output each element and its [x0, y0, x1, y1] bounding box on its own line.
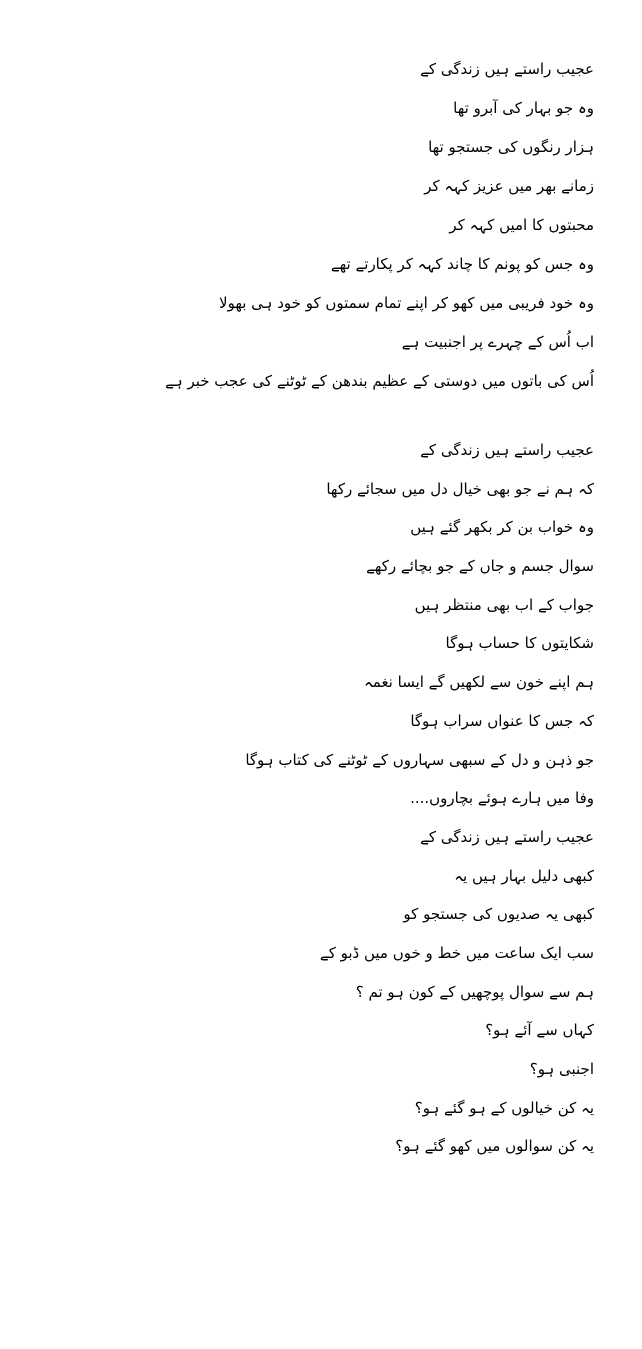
poem-line: یہ کن سوالوں میں کھو گئے ہو؟	[395, 1137, 594, 1156]
poem-line: سب ایک ساعت میں خط و خوں میں ڈبو کے	[319, 943, 594, 962]
poem	[0, 50, 594, 1166]
poem-line: ہم سے سوال پوچھیں کے کون ہو تم ؟	[355, 982, 594, 1001]
poem-line: زمانے بھر میں عزیز کہہ کر	[424, 177, 594, 195]
poem-line: وہ خواب بن کر بکھر گئے ہیں	[410, 518, 594, 537]
stanza-gap	[0, 401, 594, 431]
poem-line: کہ جس کا عنواں سراب ہوگا	[410, 711, 594, 730]
poem-line: یہ کن خیالوں کے ہو گئے ہو؟	[414, 1098, 594, 1117]
poem-line: کہاں سے آئے ہو؟	[485, 1021, 594, 1040]
poem-line: عجیب راستے ہیں زندگی کے	[420, 60, 594, 78]
poem-line: وہ خود فریبی میں کھو کر اپنے تمام سمتوں کو خود ہی بھولا	[219, 294, 594, 312]
poem-line: ہم اپنے خون سے لکھیں گے ایسا نغمہ	[363, 673, 594, 692]
poem-line: جواب کے اب بھی منتظر ہیں	[414, 595, 594, 614]
poem-line: کبھی یہ صدیوں کی جستجو کو	[403, 905, 594, 924]
poem-line: اجنبی ہو؟	[529, 1060, 594, 1078]
poem-line: کبھی دلیل بہار ہیں یہ	[454, 866, 594, 885]
poem-line: جو ذہن و دل کے سبھی سہاروں کے ٹوٹنے کی کتاب ہوگا	[245, 750, 594, 769]
poem-line: اُس کی باتوں میں دوستی کے عظیم بندھن کے ٹوٹنے کی عجب خبر ہے	[165, 372, 594, 390]
poem-line: محبتوں کا امیں کہہ کر	[449, 216, 594, 234]
poem-line: وہ جس کو پونم کا چاند کہہ کر پکارتے تھے	[330, 255, 594, 273]
poem-line: اب اُس کے چہرے پر اجنبیت ہے	[401, 333, 594, 351]
poem-line: عجیب راستے ہیں زندگی کے	[420, 827, 594, 846]
poem-line: کہ ہم نے جو بھی خیال دل میں سجائے رکھا	[326, 479, 594, 498]
poem-line: عجیب راستے ہیں زندگی کے	[420, 441, 594, 459]
poem-line: شکایتوں کا حساب ہوگا	[445, 634, 594, 653]
stanza-1	[0, 50, 594, 401]
poem-line: سوال جسم و جاں کے جو بچائے رکھے	[366, 557, 594, 576]
stanza-2	[0, 431, 594, 1166]
poem-line: وہ جو بہار کی آبرو تھا	[453, 99, 594, 117]
poem-line: ہزار رنگوں کی جستجو تھا	[428, 138, 594, 156]
poem-line: وفا میں ہارے ہوئے بچاروں....	[410, 789, 594, 808]
